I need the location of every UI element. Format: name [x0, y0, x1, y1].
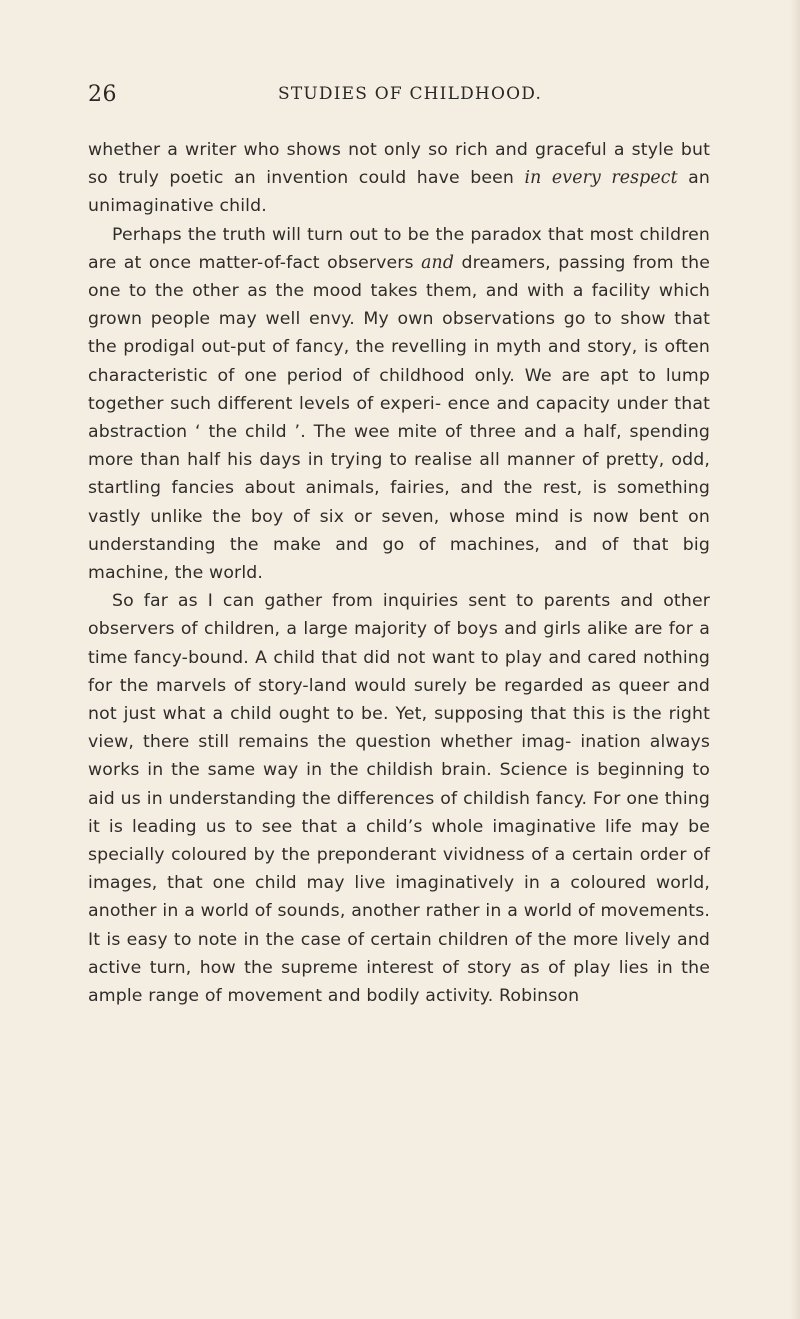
page-header [88, 82, 708, 112]
paragraph-2-text-a: Perhaps the truth will turn out to be the paradox that most children are at once matter-of-fact observers [88, 224, 710, 273]
page-number: 26 [88, 82, 117, 107]
paragraph-1-text-a: whether a writer who shows not only so rich and graceful a style but so truly poetic an invention could have been [88, 140, 710, 189]
page-edge-shadow [790, 0, 800, 1319]
paragraph-3: So far as I can gather from inquiries sent to parents and other observers of children, a large majority of boys and girls alike are for a time fancy-bound. A child that did not want to play and cared nothing for the marvels of story-land would surely be regarded as queer and not just what a child ought to be. Yet, supposing that this is the right view, there still remains the question whether imag- ination always works in the same way in the childish brain. Science is beginning to aid us in understanding the differences of childish fancy. For one thing it is leading us to see that a child’s whole imaginative life may be specially coloured by the preponderant vividness of a certain order of images, that one child may live imaginatively in a coloured world, another in a world of sounds, another rather in a world of movements. It is easy to note in the case of certain children of the more lively and active turn, how the supreme interest of story as of play lies in the ample range of movement and bodily activity. Robinson [88, 591, 710, 1007]
italic-word-and: and [421, 252, 455, 273]
italic-phrase-in-every-respect: in every respect [524, 168, 678, 189]
paragraph-1 [88, 136, 710, 221]
running-head: STUDIES OF CHILDHOOD. [278, 84, 543, 104]
paragraph-1-text-c: an unimaginative child. [88, 168, 710, 217]
paragraph-2-text-c: dreamers, passing from the one to the other as the mood takes them, and with a facility which grown people may well envy. My own observations go to show that the prodigal out-put of fancy, the revelling in myth and story, is often characteristic of one period of childhood only. We are apt to lump together such different levels of experi- ence and capacity under that abstraction ‘ the child ’. The wee mite of three and a half, spending more than half his days in trying to realise all manner of pretty, odd, startling fancies about animals, fairies, and the rest, is something vastly unlike the boy of six or seven, whose mind is now bent on understanding the make and go of machines, and of that big machine, the world. [88, 252, 710, 584]
body-text [88, 136, 710, 1010]
paragraph-2 [88, 221, 710, 588]
